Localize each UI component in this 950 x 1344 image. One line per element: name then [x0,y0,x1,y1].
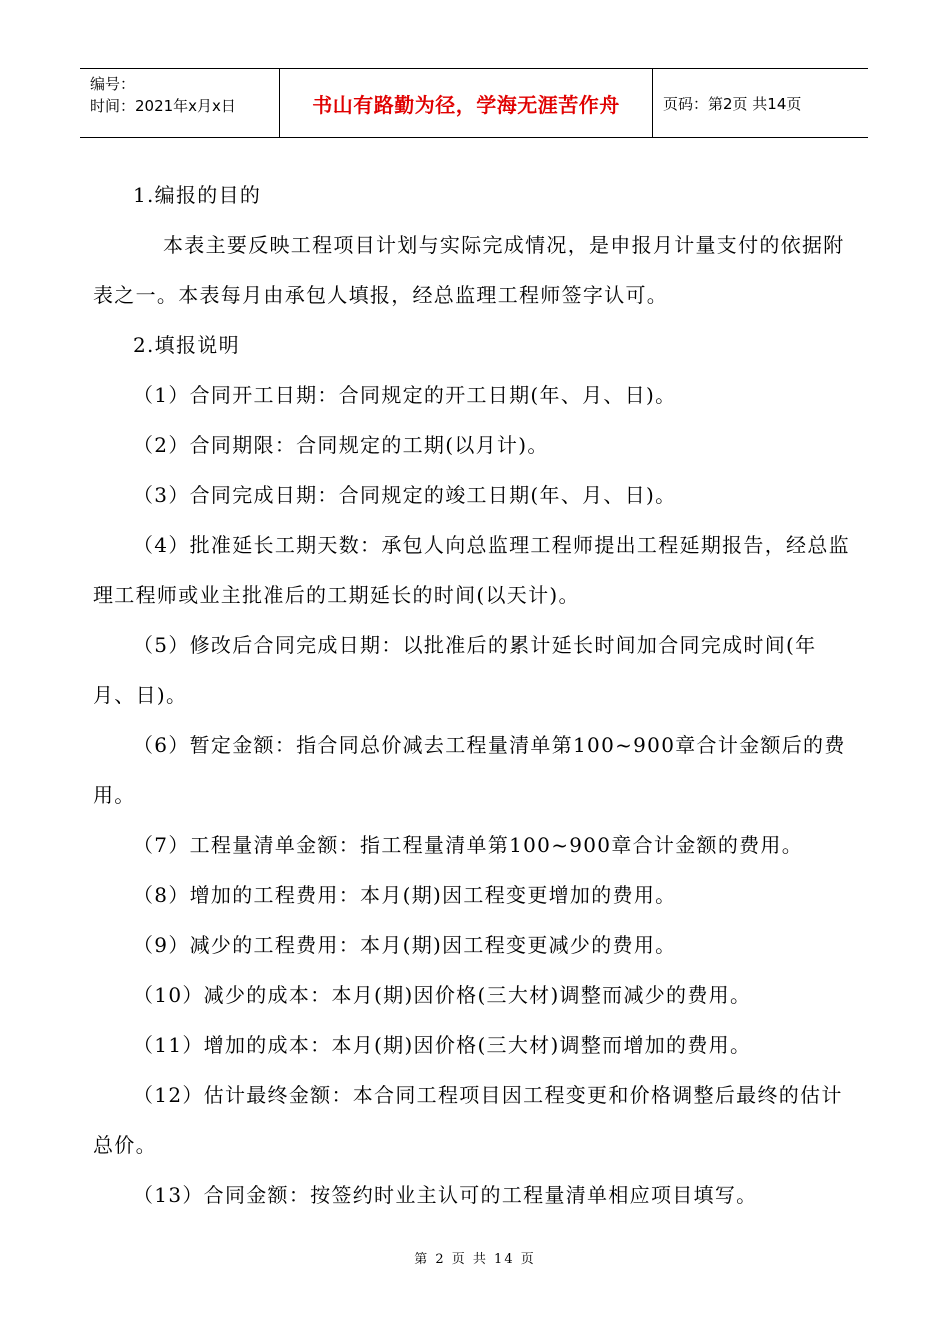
number-label: 编号： [90,75,136,93]
instruction-item-8: （8）增加的工程费用：本月(期)因工程变更增加的费用。 [133,883,677,907]
header-motto: 书山有路勤为径，学海无涯苦作舟 [280,69,653,137]
instruction-item-1: （1）合同开工日期：合同规定的开工日期(年、月、日)。 [133,383,677,407]
instruction-item-11: （11）增加的成本：本月(期)因价格(三大材)调整而增加的费用。 [133,1033,752,1057]
paragraph-purpose: 本表主要反映工程项目计划与实际完成情况，是申报月计量支付的依据附表之一。本表每月由承包人填报，经总监理工程师签字认可。 [93,233,845,307]
instruction-item-7: （7）工程量清单金额：指工程量清单第100~900章合计金额的费用。 [133,833,804,857]
instruction-item-9: （9）减少的工程费用：本月(期)因工程变更减少的费用。 [133,933,677,957]
document-body [93,170,858,1220]
instruction-item-5: （5）修改后合同完成日期：以批准后的累计延长时间加合同完成时间(年月、日)。 [93,633,817,707]
section-heading-purpose: 1.编报的目的 [133,183,262,207]
instruction-item-6: （6）暂定金额：指合同总价减去工程量清单第100~900章合计金额后的费用。 [93,733,846,807]
instruction-item-10: （10）减少的成本：本月(期)因价格(三大材)调整而减少的费用。 [133,983,752,1007]
header-meta [80,69,280,137]
instruction-item-12: （12）估计最终金额：本合同工程项目因工程变更和价格调整后最终的估计总价。 [93,1083,843,1157]
date-label: 时间：2021年x月x日 [90,97,236,115]
instruction-item-4: （4）批准延长工期天数：承包人向总监理工程师提出工程延期报告，经总监理工程师或业主批准后的工期延长的时间(以天计)。 [93,533,850,607]
section-heading-instructions: 2.填报说明 [133,333,240,357]
header-page-info: 页码：第2页 共14页 [663,94,802,113]
instruction-item-3: （3）合同完成日期：合同规定的竣工日期(年、月、日)。 [133,483,677,507]
instruction-item-13: （13）合同金额：按签约时业主认可的工程量清单相应项目填写。 [133,1183,758,1207]
page-footer: 第 2 页 共 14 页 [414,1252,536,1267]
page-header [80,68,868,138]
instruction-item-2: （2）合同期限：合同规定的工期(以月计)。 [133,433,549,457]
